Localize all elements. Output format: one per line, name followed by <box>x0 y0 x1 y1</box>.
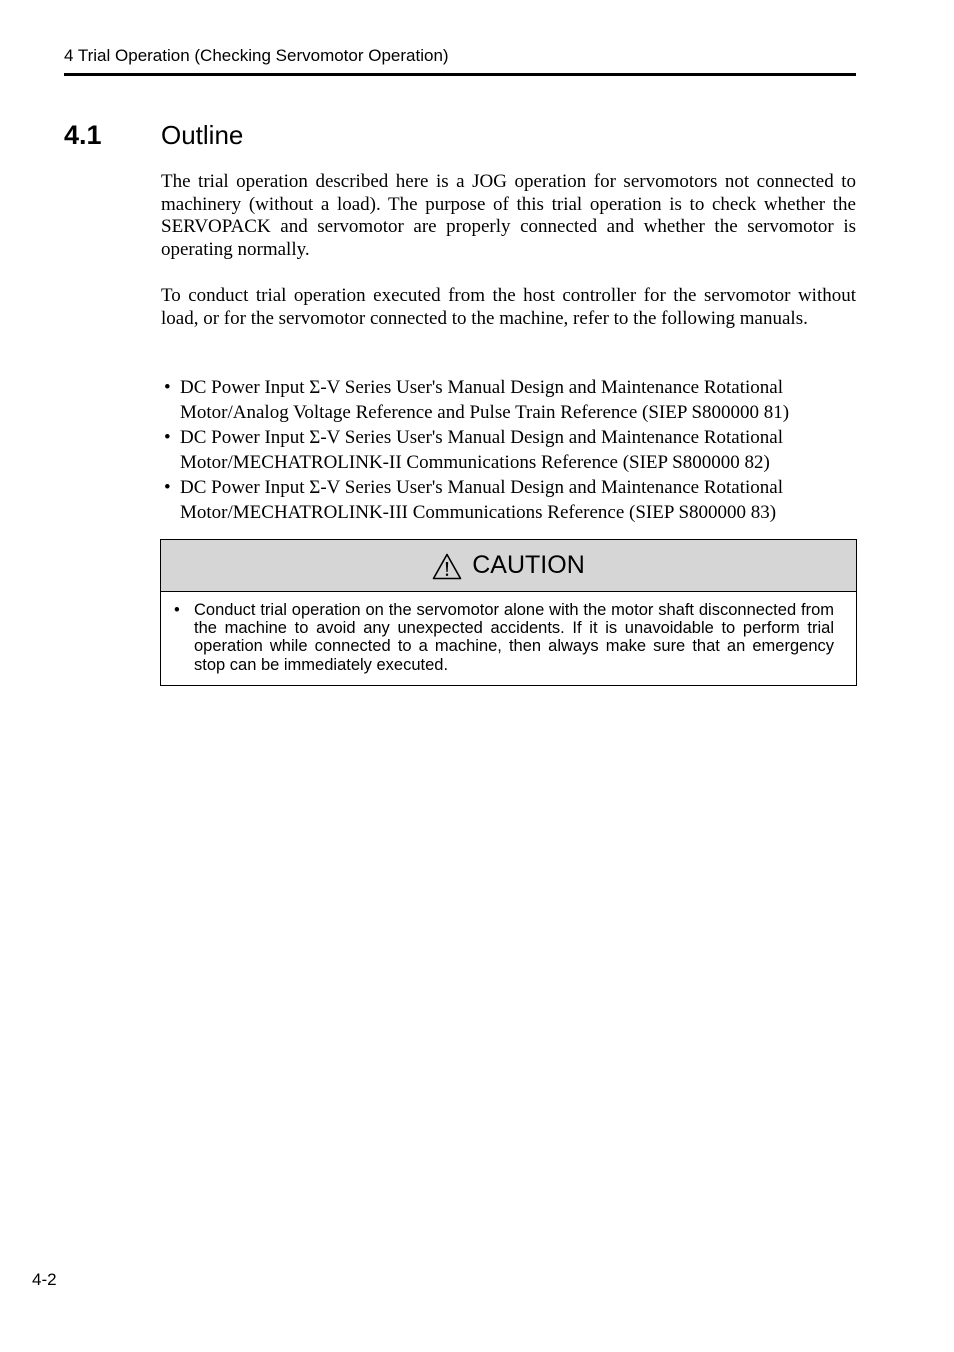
list-item <box>161 475 861 525</box>
paragraph-text: The trial operation described here is a JOG operation for servomotors not connected to machinery (without a load). The purpose of this trial operation is to check whether the SERVOPACK and servomotor are properly connected and whether the servomotor is operating normally. <box>161 171 856 261</box>
manual-title-line-2: Motor/MECHATROLINK-III Communications Reference (SIEP S800000 83) <box>180 502 777 523</box>
manual-title-line-1: DC Power Input Σ-V Series User's Manual Design and Maintenance Rotational <box>180 427 784 448</box>
bullet: • <box>164 427 171 448</box>
manual-title-line-1: DC Power Input Σ-V Series User's Manual Design and Maintenance Rotational <box>180 377 784 398</box>
section-title: Outline <box>161 120 244 150</box>
header-rule <box>64 73 856 76</box>
running-header: 4 Trial Operation (Checking Servomotor Operation) <box>64 46 449 65</box>
caution-header <box>161 540 856 592</box>
page-number: 4-2 <box>32 1270 57 1289</box>
list-item <box>161 375 861 425</box>
bullet: • <box>174 601 180 619</box>
manual-list <box>161 375 861 525</box>
bullet: • <box>164 377 171 398</box>
manual-title-line-1: DC Power Input Σ-V Series User's Manual Design and Maintenance Rotational <box>180 477 784 498</box>
caution-body <box>161 592 856 674</box>
body-paragraph-1 <box>161 171 856 262</box>
warning-triangle-icon <box>432 553 462 580</box>
list-item <box>161 425 861 475</box>
paragraph-text: To conduct trial operation executed from the host controller for the servomotor without load, or for the servomotor connected to the machine, refer to the following manuals. <box>161 285 856 329</box>
caution-text: Conduct trial operation on the servomotor alone with the motor shaft disconnected from the machine to avoid any unexpected accidents. If it is unavoidable to perform trial operation while connected to a machine, then always make sure that an emergency stop can be immediately executed. <box>194 601 834 674</box>
bullet: • <box>164 477 171 498</box>
caution-title: CAUTION <box>472 551 585 579</box>
body-paragraph-2 <box>161 285 856 330</box>
manual-title-line-2: Motor/Analog Voltage Reference and Pulse Train Reference (SIEP S800000 81) <box>180 402 790 423</box>
caution-box <box>160 539 857 686</box>
section-number: 4.1 <box>64 120 102 150</box>
manual-title-line-2: Motor/MECHATROLINK-II Communications Reference (SIEP S800000 82) <box>180 452 770 473</box>
